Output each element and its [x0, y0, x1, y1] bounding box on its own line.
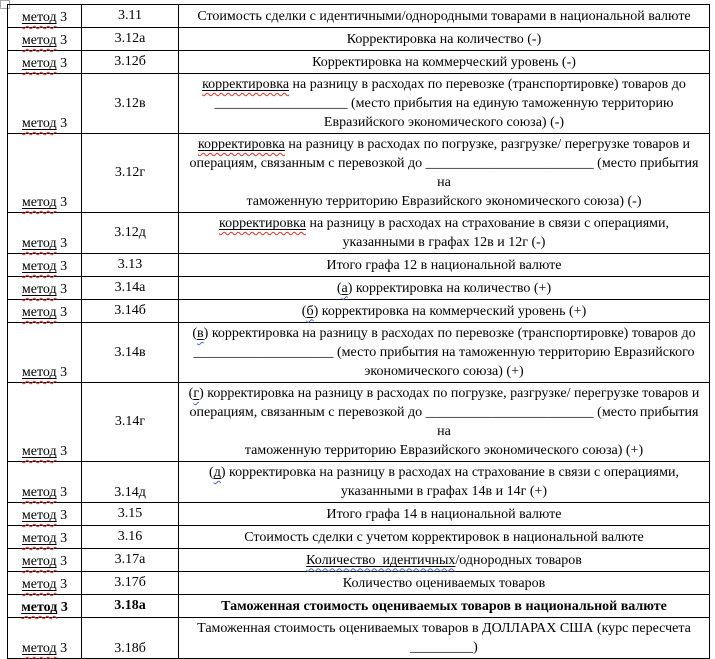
table-row — [8, 5, 710, 28]
squiggle-marked-text — [22, 10, 57, 25]
table-row — [8, 51, 710, 74]
squiggle-marked-text — [306, 304, 313, 319]
squiggle-marked-text — [197, 326, 204, 341]
underlined-text: метод — [21, 10, 57, 25]
description-cell — [179, 5, 710, 28]
graph-code-cell: 3.12г — [82, 134, 179, 213]
underlined-text: б — [306, 303, 314, 319]
graph-code-cell: 3.18а — [82, 595, 179, 618]
underlined-text: метод — [21, 116, 57, 131]
description-line: ___________________ (место прибытия на единую таможенную территорию — [214, 96, 674, 111]
method-cell: метод 3 — [8, 549, 82, 572]
table-row — [8, 277, 710, 300]
underlined-text: метод — [21, 365, 57, 380]
description-cell — [179, 28, 710, 51]
table-row — [8, 572, 710, 595]
squiggle-marked-text — [193, 386, 199, 401]
description-line: Количество идентичных/однородных товаров — [306, 552, 582, 568]
description-line: Таможенная стоимость оцениваемых товаров в национальной валюте — [221, 598, 667, 614]
description-cell — [179, 74, 710, 134]
method-cell: метод 3 — [8, 462, 82, 503]
underlined-text: метод — [21, 508, 57, 523]
underlined-text: г — [193, 386, 200, 401]
table-row — [8, 134, 710, 213]
graph-code-cell: 3.16 — [82, 526, 179, 549]
description-line: указанными в графах 12в и 12г (-) — [342, 235, 546, 250]
method-cell: метод 3 — [8, 618, 82, 659]
graph-code-cell: 3.11 — [82, 5, 179, 28]
underlined-text: метод — [21, 554, 57, 569]
description-cell — [179, 213, 710, 254]
graph-code-cell: 3.12б — [82, 51, 179, 74]
underlined-text: метод — [21, 577, 57, 592]
squiggle-marked-text — [21, 600, 57, 615]
method-cell: метод 3 — [8, 28, 82, 51]
description-cell — [179, 277, 710, 300]
underlined-text: метод — [21, 531, 57, 546]
description-line: Итого графа 12 в национальной валюте — [326, 257, 562, 273]
method-cell: метод 3 — [8, 254, 82, 277]
method-cell: метод 3 — [8, 572, 82, 595]
method-cell: метод 3 — [8, 526, 82, 549]
description-line: указанными в графах 14в и 14г (+) — [340, 484, 548, 499]
method-cell: метод 3 — [8, 323, 82, 383]
table-row — [8, 74, 710, 134]
squiggle-marked-text — [22, 259, 57, 274]
squiggle-marked-text — [22, 554, 57, 569]
description-cell — [179, 254, 710, 277]
customs-table-body — [8, 5, 710, 659]
description-line: Стоимость сделки с учетом корректировок в национальной валюте — [244, 529, 644, 545]
description-cell — [179, 503, 710, 526]
squiggle-marked-text — [22, 365, 57, 380]
description-cell — [179, 51, 710, 74]
graph-code-cell: 3.18б — [82, 618, 179, 659]
description-cell — [179, 526, 710, 549]
description-line: таможенную территорию Евразийского экономического союза) (-) — [246, 194, 642, 209]
description-line: операциям, связанным с перевозкой до ________________________ (место прибытия на — [189, 405, 702, 439]
description-line: Итого графа 14 в национальной валюте — [326, 506, 562, 522]
description-cell — [179, 549, 710, 572]
table-row — [8, 526, 710, 549]
graph-code-cell: 3.17а — [82, 549, 179, 572]
description-cell — [179, 595, 710, 618]
table-row — [8, 28, 710, 51]
graph-code-cell: 3.17б — [82, 572, 179, 595]
table-row — [8, 462, 710, 503]
description-line: (д) корректировка на разницу в расходах на страхование в связи с операциями, — [209, 465, 679, 480]
description-line: корректировка на разницу в расходах на страхование в связи с операциями, — [219, 216, 669, 231]
squiggle-marked-text — [219, 216, 306, 231]
underlined-text: метод — [21, 600, 58, 615]
description-cell — [179, 462, 710, 503]
description-line: (г) корректировка на разницу в расходах по погрузке, разгрузке/ перегрузке товаров и — [188, 386, 700, 401]
underlined-text: метод — [21, 282, 57, 297]
description-line: корректировка на разницу в расходах по погрузке, разгрузке/ перегрузке товаров и — [197, 137, 691, 152]
squiggle-marked-text — [22, 33, 57, 48]
graph-code-cell: 3.12д — [82, 213, 179, 254]
description-line: ____________________ (место прибытия на таможенную территорию Евразийского — [193, 345, 695, 360]
underlined-text: корректировка — [219, 216, 306, 231]
underlined-text: метод — [21, 33, 57, 48]
table-row — [8, 595, 710, 618]
description-line: Стоимость сделки с идентичными/однородными товарами в национальной валюте — [197, 8, 691, 24]
underlined-text: метод — [21, 305, 57, 320]
squiggle-marked-text — [22, 485, 57, 500]
customs-valuation-table — [7, 4, 710, 659]
graph-code-cell: 3.14в — [82, 323, 179, 383]
underlined-text: а — [341, 280, 348, 296]
description-cell — [179, 572, 710, 595]
squiggle-marked-text — [22, 56, 57, 71]
underlined-text: метод — [21, 56, 57, 71]
squiggle-marked-text — [22, 444, 57, 459]
table-row — [8, 503, 710, 526]
squiggle-marked-text — [342, 281, 348, 296]
graph-code-cell: 3.14г — [82, 383, 179, 462]
graph-code-cell: 3.14б — [82, 300, 179, 323]
squiggle-marked-text — [22, 116, 57, 131]
method-cell: метод 3 — [8, 277, 82, 300]
method-cell: метод 3 — [8, 74, 82, 134]
underlined-text: метод — [21, 444, 57, 459]
description-line: таможенную территорию Евразийского экономического союза) (+) — [244, 443, 644, 458]
description-line: Количество оцениваемых товаров — [342, 575, 546, 591]
method-cell: метод 3 — [8, 595, 82, 618]
graph-code-cell: 3.14д — [82, 462, 179, 503]
underlined-text: метод — [21, 195, 57, 210]
squiggle-marked-text — [22, 236, 57, 251]
underlined-text: метод — [21, 641, 57, 656]
squiggle-marked-text — [22, 641, 57, 656]
description-line: (а) корректировка на количество (+) — [336, 280, 552, 296]
squiggle-marked-text — [22, 305, 57, 320]
underlined-text: корректировка — [202, 77, 290, 92]
squiggle-marked-text — [22, 508, 57, 523]
graph-code-cell: 3.12а — [82, 28, 179, 51]
squiggle-marked-text — [198, 137, 285, 152]
squiggle-marked-text — [202, 77, 289, 92]
table-row — [8, 254, 710, 277]
squiggle-marked-text — [22, 531, 57, 546]
description-cell — [179, 618, 710, 659]
table-row — [8, 618, 710, 659]
description-cell — [179, 323, 710, 383]
underlined-text: метод — [21, 485, 57, 500]
squiggle-marked-text — [214, 465, 221, 480]
table-row — [8, 323, 710, 383]
table-row — [8, 383, 710, 462]
description-cell — [179, 383, 710, 462]
squiggle-marked-text — [22, 577, 57, 592]
underlined-text: метод — [21, 259, 57, 274]
description-line: _________) — [410, 640, 478, 655]
squiggle-marked-text — [22, 195, 57, 210]
description-line: (в) корректировка на разницу в расходах по перевозке (транспортировке) товаров до — [192, 326, 696, 341]
graph-code-cell: 3.15 — [82, 503, 179, 526]
graph-code-cell: 3.13 — [82, 254, 179, 277]
table-row — [8, 549, 710, 572]
graph-code-cell: 3.14а — [82, 277, 179, 300]
underlined-text: в — [197, 326, 204, 341]
description-line: Корректировка на количество (-) — [346, 31, 542, 47]
underlined-text: метод — [21, 236, 57, 251]
method-cell: метод 3 — [8, 213, 82, 254]
underlined-text: д — [213, 465, 221, 480]
table-row — [8, 300, 710, 323]
description-line: Корректировка на коммерческий уровень (-) — [312, 54, 576, 70]
description-line: (б) корректировка на коммерческий уровень (+) — [301, 303, 587, 319]
description-line: экономического союза) (+) — [364, 364, 524, 379]
method-cell: метод 3 — [8, 503, 82, 526]
description-line: Евразийского экономического союза) (-) — [323, 115, 565, 130]
squiggle-marked-text — [306, 553, 455, 568]
description-cell — [179, 300, 710, 323]
squiggle-marked-text — [22, 282, 57, 297]
table-row — [8, 213, 710, 254]
underlined-text: Количество идентичных — [306, 552, 456, 568]
method-cell: метод 3 — [8, 5, 82, 28]
method-cell: метод 3 — [8, 383, 82, 462]
description-line: операциям, связанным с перевозкой до ________________________ (место прибытия на — [189, 156, 702, 190]
description-line: корректировка на разницу в расходах по перевозке (транспортировке) товаров до — [202, 77, 686, 92]
graph-code-cell: 3.12в — [82, 74, 179, 134]
method-cell: метод 3 — [8, 134, 82, 213]
method-cell: метод 3 — [8, 300, 82, 323]
description-cell — [179, 134, 710, 213]
description-line: Таможенная стоимость оцениваемых товаров в ДОЛЛАРАХ США (курс пересчета — [197, 621, 691, 636]
method-cell: метод 3 — [8, 51, 82, 74]
underlined-text: корректировка — [197, 137, 285, 152]
